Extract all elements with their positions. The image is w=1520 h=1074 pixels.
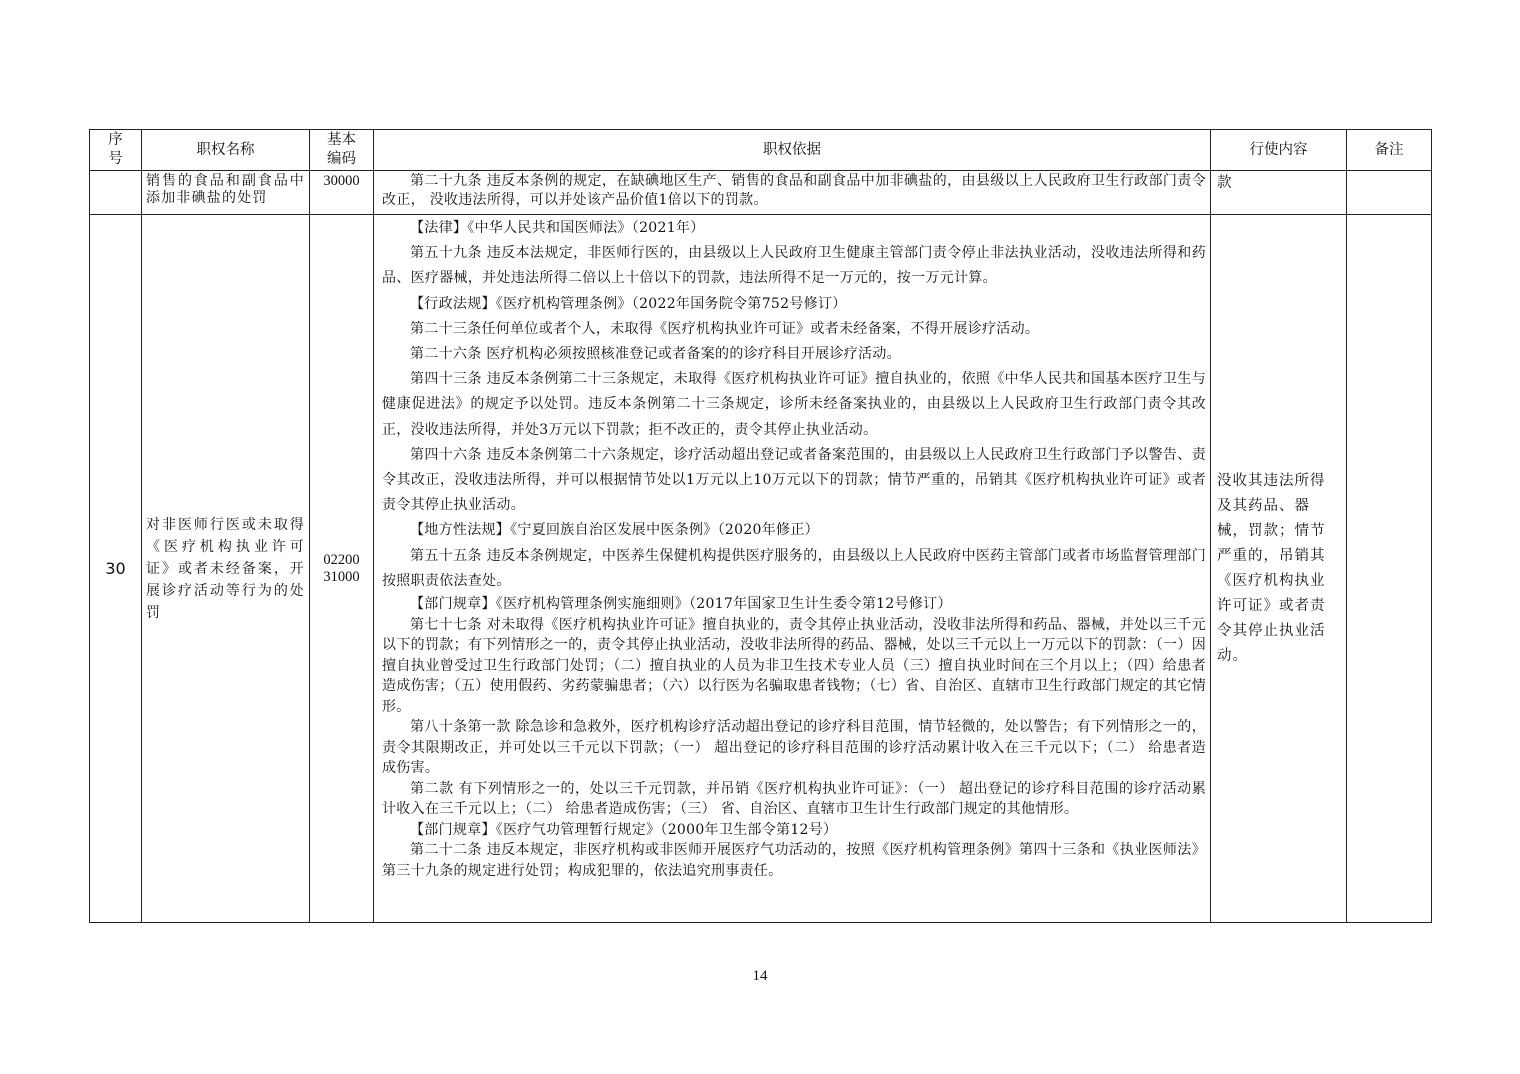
basis-para: 第五十五条 违反本条例规定，中医养生保健机构提供医疗服务的，由县级以上人民政府中医药主管部门或者市场监督管理部门按照职责依法查处。 xyxy=(382,547,1206,589)
row30-exec-cell: 没收其违法所得及其药品、器械，罚款；情节严重的，吊销其《医疗机构执业许可证》或者责令其停止执业活动。 xyxy=(1211,215,1347,923)
header-seq xyxy=(90,130,142,171)
basis-para: 第二款 有下列情形之一的，处以三千元罚款，并吊销《医疗机构执业许可证》：（一） 超出登记的诊疗科目范围的诊疗活动累计收入在三千元以上；（二） 给患者造成伤害；（三） 省、自治区、直辖市卫生计生行政部门规定的其他情形。 xyxy=(382,780,1206,818)
basis-rule-title: 【部门规章】《医疗机构管理条例实施细则》（2017年国家卫生计生委令第12号修订） xyxy=(410,596,952,613)
basis-para: 第八十条第一款 除急诊和急救外，医疗机构诊疗活动超出登记的诊疗科目范围，情节轻微的，处以警告；有下列情形之一的，责令其限期改正，并可处以三千元以下罚款；（一） 超出登记的诊疗科目范围的诊疗活动累计收入在三千元以下；（二） 给患者造成伤害。 xyxy=(382,719,1206,777)
prev-basis-cell xyxy=(374,171,1211,215)
header-basis: 职权依据 xyxy=(374,130,1211,171)
header-exec: 行使内容 xyxy=(1211,130,1347,171)
prev-note-cell xyxy=(1347,171,1432,215)
row30-code-cell xyxy=(310,215,374,923)
basis-local-regulation-title: 【地方性法规】《宁夏回族自治区发展中医条例》（2020年修正） xyxy=(410,522,819,539)
basis-rule-title: 【部门规章】《医疗气功管理暂行规定》（2000年卫生部令第12号） xyxy=(410,821,838,838)
basis-para: 第二十六条 医疗机构必须按照核准登记或者备案的的诊疗科目开展诊疗活动。 xyxy=(410,346,901,363)
table-header-row xyxy=(90,130,1432,171)
basis-law-title: 【法律】《中华人民共和国医师法》（2021年） xyxy=(410,220,705,236)
row30-code-line1: 02200 xyxy=(323,551,360,568)
row30-name-text: 对非医师行医或未取得《医疗机构执业许可证》或者未经备案，开展诊疗活动等行为的处罚 xyxy=(146,516,305,621)
header-note: 备注 xyxy=(1347,130,1432,171)
basis-regulation-title: 【行政法规】《医疗机构管理条例》（2022年国务院令第752号修订） xyxy=(410,295,847,312)
table-row-30 xyxy=(90,215,1432,923)
row30-basis-cell xyxy=(374,215,1211,923)
authority-table xyxy=(89,129,1432,923)
basis-para: 第四十三条 违反本条例第二十三条规定，未取得《医疗机构执业许可证》擅自执业的，依照《中华人民共和国基本医疗卫生与健康促进法》的规定予以处罚。违反本条例第二十三条规定，诊所未经备案执业的，由县级以上人民政府卫生行政部门责令其改正，没收违法所得，并处3万元以下罚款；拒不改正的，责令其停止执业活动。 xyxy=(382,371,1206,438)
header-seq-text: 序 号 xyxy=(108,132,123,167)
basis-para: 第四十六条 违反本条例第二十六条规定，诊疗活动超出登记或者备案范围的，由县级以上人民政府卫生行政部门予以警告、责令其改正，没收违法所得，并可以根据情节处以1万元以上10万元以下的罚款；情节严重的，吊销其《医疗机构执业许可证》或者责令其停止执业活动。 xyxy=(382,446,1206,514)
header-code-text: 基本 编码 xyxy=(327,132,356,167)
row30-code-line2: 31000 xyxy=(323,568,360,585)
header-name: 职权名称 xyxy=(142,130,310,171)
prev-code-cell: 30000 xyxy=(310,171,374,215)
prev-exec-cell: 款 xyxy=(1211,171,1347,215)
prev-seq-cell xyxy=(90,171,142,215)
page-number: 14 xyxy=(752,968,768,984)
basis-para: 第五十九条 违反本法规定，非医师行医的，由县级以上人民政府卫生健康主管部门责令停止非法执业活动，没收违法所得和药品、医疗器械，并处违法所得二倍以上十倍以下的罚款，违法所得不足一万元的，按一万元计算。 xyxy=(382,245,1206,287)
row30-name-cell xyxy=(142,215,310,923)
prev-basis-para: 第二十九条 违反本条例的规定，在缺碘地区生产、销售的食品和副食品中加非碘盐的，由县级以上人民政府卫生行政部门责令改正， 没收违法所得，可以并处该产品价值1倍以下的罚款。 xyxy=(382,173,1206,208)
prev-name-cell: 销售的食品和副食品中添加非碘盐的处罚 xyxy=(142,171,310,215)
basis-para: 第七十七条 对未取得《医疗机构执业许可证》擅自执业的，责令其停止执业活动，没收非法所得和药品、器械，并处以三千元以下的罚款；有下列情形之一的，责令其停止执业活动，没收非法所得的药品、器械，处以三千元以上一万元以下的罚款：（一）因擅自执业曾受过卫生行政部门处罚；（二）擅自执业的人员为非卫生技术专业人员（三）擅自执业时间在三个月以上；（四）给患者造成伤害；（五）使用假药、劣药蒙骗患者；（六）以行医为名骗取患者钱物；（七）省、自治区、直辖市卫生行政部门规定的其它情形。 xyxy=(382,616,1206,715)
row30-note-cell xyxy=(1347,215,1432,923)
basis-para: 第二十三条任何单位或者个人，未取得《医疗机构执业许可证》或者未经备案，不得开展诊疗活动。 xyxy=(410,320,1040,337)
table-row-previous xyxy=(90,171,1432,215)
row30-seq-cell: 30 xyxy=(90,215,142,923)
header-code xyxy=(310,130,374,171)
basis-para: 第二十二条 违反本规定，非医疗机构或非医师开展医疗气功活动的，按照《医疗机构管理条例》第四十三条和《执业医师法》第三十九条的规定进行处罚；构成犯罪的，依法追究刑事责任。 xyxy=(382,842,1206,879)
